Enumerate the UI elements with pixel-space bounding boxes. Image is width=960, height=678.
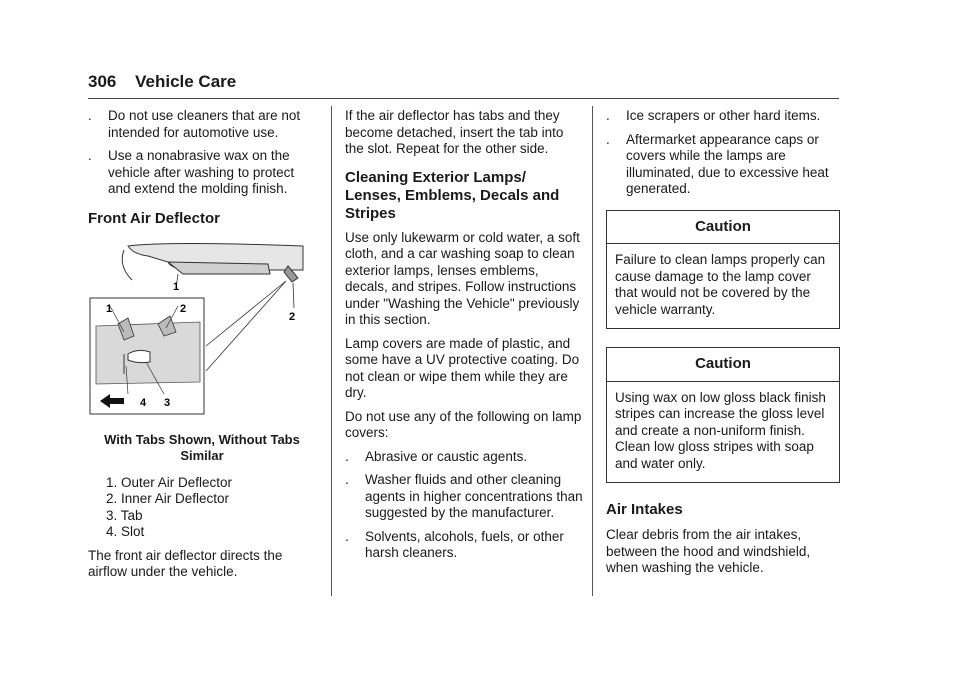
column-2 [345,108,583,569]
list-item: . Washer fluids and other cleaning agents in higher concentrations than suggested by the manufacturer. [345,472,583,520]
paragraph: Do not use any of the following on lamp covers: [345,408,582,440]
page-title: Vehicle Care [135,72,237,91]
legend-item: 4. Slot [106,524,145,539]
paragraph: Use only lukewarm or cold water, a soft cloth, and a car washing soap to clean exterior lamps, lenses emblems, decals, and stripes. Follow instructions under "Washing the Vehicle" previously in this section. [345,229,580,327]
paragraph: Clear debris from the air intakes, between the hood and windshield, when washing the vehicle. [606,527,811,575]
column-1 [88,108,316,588]
figure-caption: With Tabs Shown, Without Tabs Similar [104,431,300,463]
caution-title: Caution [607,348,839,382]
bullet-marker: . [606,108,610,123]
paragraph: If the air deflector has tabs and they become detached, insert the tab into the slot. Repeat for the other side. [345,108,564,156]
page-header [88,72,236,92]
section-heading: Front Air Deflector [88,209,220,227]
page-number: 306 [88,72,117,91]
caution-title: Caution [607,211,839,245]
callout-label: 2 [289,310,296,323]
section-heading: Air Intakes [606,501,683,518]
caution-box [606,210,840,330]
air-deflector-figure [88,236,316,426]
callout-label: 3 [164,396,171,409]
bullet-marker: . [345,472,349,487]
header-rule [88,98,839,99]
list-item: . Solvents, alcohols, fuels, or other harsh cleaners. [345,528,564,560]
bullet-marker: . [88,148,92,163]
column-divider [592,106,593,596]
bullet-marker: . [606,131,610,147]
bullet-marker: . [345,528,349,544]
bullet-marker: . [88,108,92,123]
legend-item: 2. Inner Air Deflector [106,491,230,506]
list-item: . Aftermarket appearance caps or covers while the lamps are illuminated, due to excessive heat generated. [606,131,829,196]
column-divider [331,106,332,596]
paragraph: Lamp covers are made of plastic, and some have a UV protective coating. Do not clean or wipe them while they are dry. [345,335,580,400]
section-heading: Cleaning Exterior Lamps/ Lenses, Emblems, Decals and Stripes [345,168,560,222]
paragraph: The front air deflector directs the airflow under the vehicle. [88,547,283,579]
legend-list [106,475,316,541]
column-3 [606,108,840,584]
list-item: . Do not use cleaners that are not intended for automotive use. [88,108,301,140]
legend-item: 3. Tab [106,507,143,523]
list-item: . Ice scrapers or other hard items. [606,108,821,123]
callout-label: 1 [173,280,180,293]
callout-label: 4 [140,396,147,409]
legend-item: 1. Outer Air Deflector [106,474,233,490]
list-item: . Abrasive or caustic agents. [345,448,528,464]
caution-body: Failure to clean lamps properly can cause damage to the lamp cover that would not be covered by the vehicle warranty. [615,252,826,317]
callout-label: 2 [180,302,187,315]
caution-box [606,347,840,483]
bullet-marker: . [345,448,349,464]
caution-body: Using wax on low gloss black finish stripes can increase the gloss level and create a non-uniform finish. Clean low gloss stripes with soap and water only. [615,389,826,471]
list-item: . Use a nonabrasive wax on the vehicle after washing to protect and extend the molding finish. [88,148,295,196]
air-deflector-illustration [88,236,316,426]
callout-label: 1 [106,302,113,315]
